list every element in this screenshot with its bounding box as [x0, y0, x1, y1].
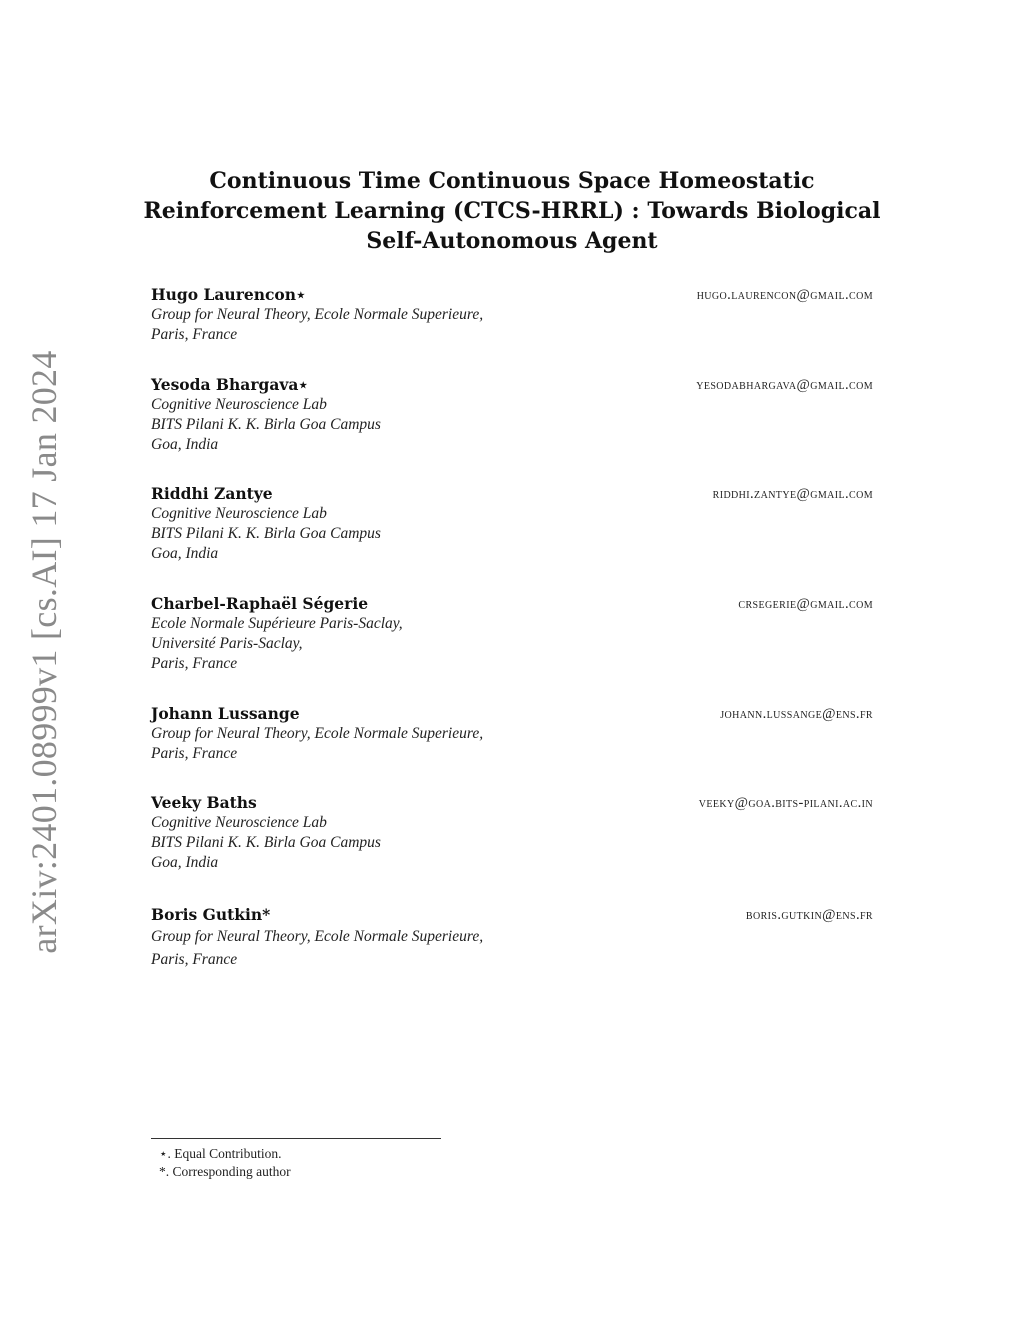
author-name: Riddhi Zantye	[151, 484, 273, 503]
author-name: Boris Gutkin*	[151, 905, 271, 924]
author-block	[151, 375, 873, 455]
title-line: Continuous Time Continuous Space Homeostatic	[209, 168, 815, 194]
affiliation-line: Group for Neural Theory, Ecole Normale Superieure,	[151, 725, 484, 742]
author-name: Hugo Laurencon⋆	[151, 285, 306, 304]
title-line: Reinforcement Learning (CTCS-HRRL) : Towards Biological	[143, 198, 881, 224]
affiliation-line: Cognitive Neuroscience Lab	[151, 814, 327, 831]
author-email[interactable]: hugo.laurencon@gmail.com	[696, 287, 873, 303]
paper-title	[140, 166, 884, 256]
author-email[interactable]: johann.lussange@ens.fr	[720, 706, 873, 722]
author-block	[151, 285, 873, 345]
affiliation-line: Cognitive Neuroscience Lab	[151, 396, 327, 413]
author-email[interactable]: yesodabhargava@gmail.com	[696, 377, 873, 393]
title-line: Self-Autonomous Agent	[366, 228, 658, 254]
footnote-rule	[151, 1138, 441, 1139]
author-name: Veeky Baths	[151, 793, 257, 812]
author-name: Charbel-Raphaël Ségerie	[151, 594, 369, 613]
author-email[interactable]: boris.gutkin@ens.fr	[745, 907, 873, 923]
author-name: Yesoda Bhargava⋆	[151, 375, 309, 394]
arxiv-stamp: arXiv:2401.08999v1 [cs.AI] 17 Jan 2024	[24, 350, 64, 954]
author-block	[151, 704, 873, 764]
author-name: Johann Lussange	[151, 704, 300, 723]
affiliation-line: Paris, France	[151, 951, 238, 968]
affiliation-line: Goa, India	[151, 545, 219, 562]
affiliation-line: Université Paris-Saclay,	[151, 635, 303, 652]
affiliation-line: Goa, India	[151, 854, 219, 871]
affiliation-line: BITS Pilani K. K. Birla Goa Campus	[151, 416, 381, 433]
affiliation-line: Paris, France	[151, 655, 238, 672]
author-email[interactable]: veeky@goa.bits-pilani.ac.in	[698, 795, 873, 811]
affiliation-line: Paris, France	[151, 326, 238, 343]
affiliation-line: BITS Pilani K. K. Birla Goa Campus	[151, 834, 381, 851]
footnote-corresponding-author: *. Corresponding author	[159, 1164, 291, 1179]
affiliation-line: Ecole Normale Supérieure Paris-Saclay,	[151, 615, 403, 632]
affiliation-line: Group for Neural Theory, Ecole Normale Superieure,	[151, 928, 484, 945]
author-email[interactable]: crsegerie@gmail.com	[738, 596, 873, 612]
affiliation-line: Goa, India	[151, 436, 219, 453]
affiliation-line: BITS Pilani K. K. Birla Goa Campus	[151, 525, 381, 542]
affiliation-line: Cognitive Neuroscience Lab	[151, 505, 327, 522]
affiliation-line: Paris, France	[151, 745, 238, 762]
author-email[interactable]: riddhi.zantye@gmail.com	[712, 486, 873, 502]
footnote-equal-contribution: ⋆. Equal Contribution.	[159, 1146, 282, 1161]
affiliation-line: Group for Neural Theory, Ecole Normale Superieure,	[151, 306, 484, 323]
author-block	[151, 905, 873, 971]
author-block	[151, 594, 873, 674]
author-block	[151, 793, 873, 873]
footnotes	[151, 1138, 441, 1181]
author-block	[151, 484, 873, 564]
